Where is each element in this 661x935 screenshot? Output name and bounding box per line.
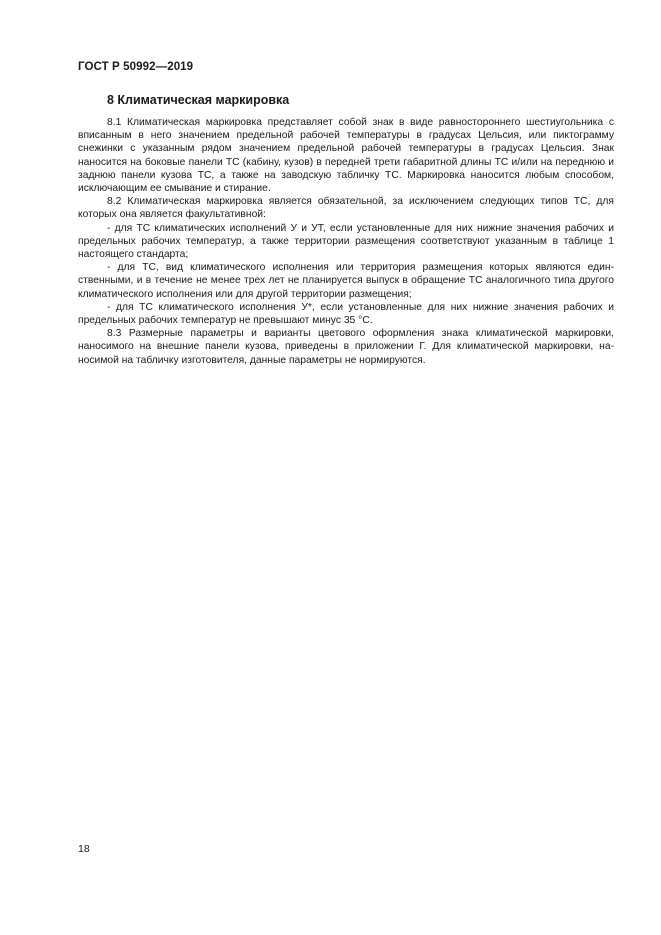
page-number: 18 bbox=[78, 843, 90, 855]
paragraph-8-1: 8.1 Климатическая маркировка представляет собой знак в виде равностороннего шестиугольника с вписанным в него значением предельной рабочей температуры в градусах Цельсия, или пиктограмму снежинки с указанным рядом значением предельной рабочей температуры в градусах Цельсия. Знак наносится на боковые панели ТС (кабину, кузов) в передней трети габаритной длины ТС и/или на переднюю и заднюю панели кузова ТС, а также на заводскую табличку ТС. Маркировка наносится любым способом, исключающим ее смывание и стирание. bbox=[78, 117, 614, 195]
paragraph-8-3: 8.3 Размерные параметры и варианты цветового оформления знака климатической маркировки, наносимого на внешние панели кузова, приведены в приложении Г. Для климатической маркировки, наносимой на табличку изготовителя, данные параметры не нормируются. bbox=[78, 328, 614, 366]
list-item-single-version: - для ТС, вид климатического исполнения или территория размещения которых являются единственными, и в течение не менее трех лет не планируется выпуск в обращение ТС аналогичного типа другого климатического исполнения или для другой территории размещения; bbox=[78, 262, 614, 300]
list-item-climatic-u-star: - для ТС климатического исполнения У*, если установленные для них нижние значения рабочих и предельных рабочих температур не превышают минус 35 °С. bbox=[78, 301, 614, 327]
document-code: ГОСТ Р 50992—2019 bbox=[78, 61, 194, 73]
section-8 bbox=[78, 92, 614, 367]
list-item-climatic-u-ut: - для ТС климатических исполнений У и УТ, если установленные для них нижние значения рабочих и предельных рабочих температур, а также территории размещения соответствуют указанным в таблице 1 настоящего стандарта; bbox=[78, 222, 614, 261]
section-title: 8 Климатическая маркировка bbox=[107, 93, 290, 107]
paragraph-8-2: 8.2 Климатическая маркировка является обязательной, за исключением следующих типов ТС, для которых она является факультативной: bbox=[78, 196, 614, 221]
